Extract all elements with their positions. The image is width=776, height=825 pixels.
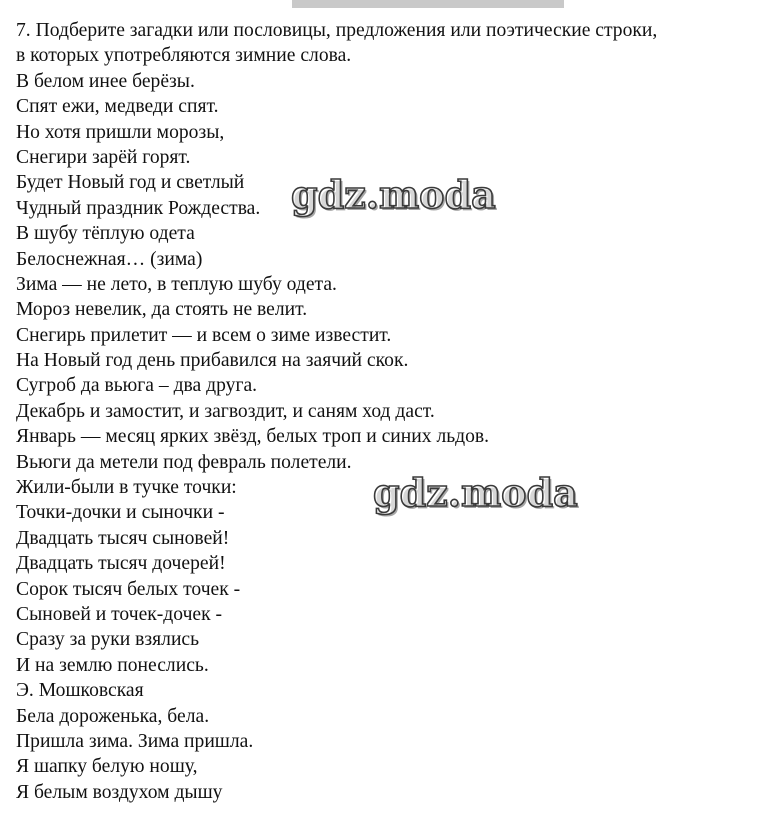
text-line: Сорок тысяч белых точек - (16, 578, 241, 600)
text-line: Зима — не лето, в теплую шубу одета. (16, 273, 337, 295)
text-line: Э. Мошковская (16, 680, 144, 702)
text-line: Я белым воздухом дышу (16, 781, 223, 803)
watermark: gdz.moda (373, 470, 578, 515)
text-line: Сугроб да вьюга – два друга. (16, 375, 258, 397)
text-line: В белом инее берёзы. (16, 70, 195, 92)
watermark: gdz.moda (291, 172, 496, 217)
text-line: Сразу за руки взялись (16, 629, 200, 651)
text-line: Двадцать тысяч дочерей! (16, 553, 226, 575)
text-line: Сыновей и точек-дочек - (16, 603, 223, 625)
text-line: Будет Новый год и светлый (16, 172, 245, 194)
text-line: Я шапку белую ношу, (16, 756, 198, 778)
text-line: Мороз невелик, да стоять не велит. (16, 299, 308, 321)
text-line: Декабрь и замостит, и загвоздит, и саням ход даст. (16, 400, 435, 422)
text-line: В шубу тёплую одета (16, 223, 195, 245)
text-line: На Новый год день прибавился на заячий скок. (16, 350, 409, 372)
text-line: Январь — месяц ярких звёзд, белых троп и синих льдов. (16, 426, 490, 448)
text-line: в которых употребляются зимние слова. (16, 45, 352, 67)
top-scroll-bar (292, 0, 564, 8)
text-line: 7. Подберите загадки или пословицы, предложения или поэтические строки, (16, 20, 658, 41)
text-line: Чудный праздник Рождества. (16, 197, 261, 219)
text-line: Вьюги да метели под февраль полетели. (16, 451, 352, 473)
text-line: И на землю понеслись. (16, 654, 209, 676)
text-line: Бела дороженька, бела. (16, 705, 210, 727)
document-text (16, 18, 761, 803)
text-line: Белоснежная… (зима) (16, 248, 203, 270)
text-line: Точки-дочки и сыночки - (16, 502, 225, 524)
text-line: Жили-были в тучке точки: (16, 477, 237, 499)
text-line: Пришла зима. Зима пришла. (16, 730, 254, 752)
text-line: Снегири зарёй горят. (16, 146, 191, 168)
text-line: Двадцать тысяч сыновей! (16, 527, 230, 549)
text-line: Снегирь прилетит — и всем о зиме известит. (16, 324, 392, 346)
text-line: Но хотя пришли морозы, (16, 121, 225, 143)
text-line: Спят ежи, медведи спят. (16, 96, 219, 118)
